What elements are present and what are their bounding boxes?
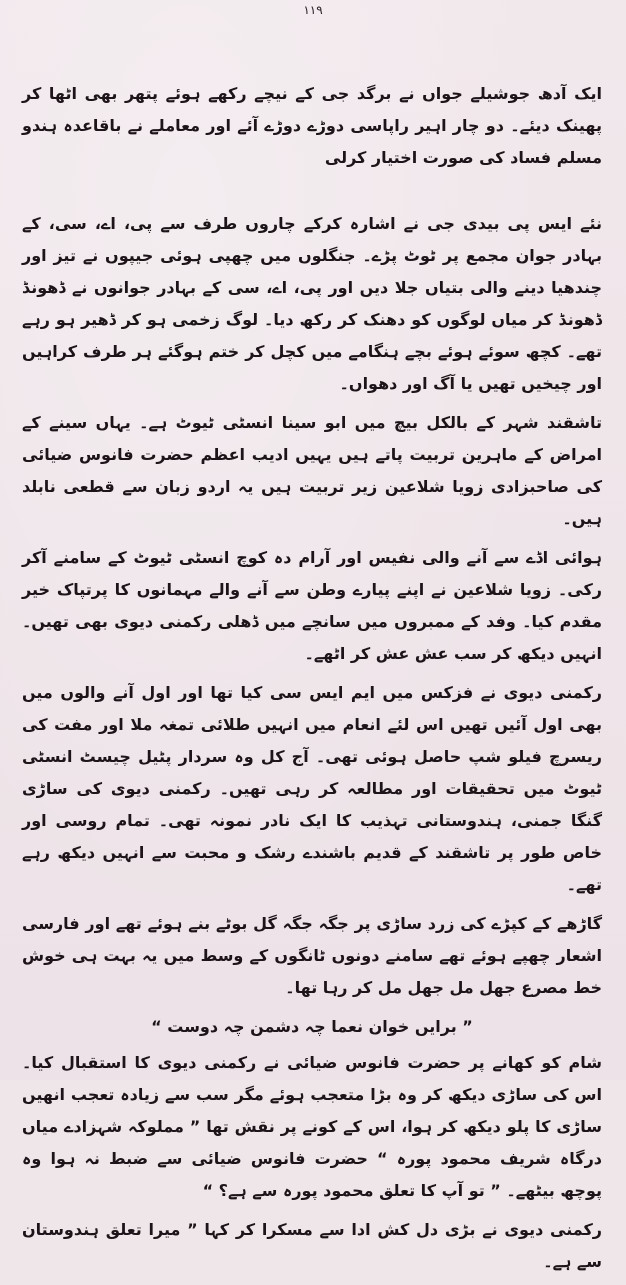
paragraph-6: گاڑھے کے کپڑے کی زرد ساڑی پر جگہ جگہ گل بوٹے بنے ہوئے تھے اور فارسی اشعار چھپے ہوئے تھے سامنے دونوں ٹانگوں کے وسط میں یہ بہت ہی خوش خط مصرع جھل مل جھل مل کر رہا تھا۔ [22, 914, 602, 997]
paragraph-8: رکمنی دیوی نے بڑی دل کش ادا سے مسکرا کر کہا ” میرا تعلق ہندوستان سے ہے۔ [22, 1220, 602, 1271]
paragraph-1: ایک آدھ جوشیلے جواں نے برگد جی کے نیچے رکھے ہوئے پتھر بھی اٹھا کر پھینک دیئے۔ دو چار اہیر راپاسی دوڑے دوڑے آئے اور معاملے نے باقاعدہ ہندو مسلم فساد کی صورت اختیار کرلی [22, 84, 602, 167]
page-body [22, 78, 602, 1285]
paragraph-3: تاشقند شہر کے بالکل بیچ میں ابو سینا انسٹی ٹیوٹ ہے۔ یہاں سینے کے امراض کے ماہرین تربیت پاتے ہیں یہیں ادیب اعظم حضرت فانوس ضیائی کی صاحبزادی زویا شلاعین زیر تربیت ہیں یہ اردو زبان سے قطعی نابلد ہیں۔ [22, 413, 602, 528]
page-number: ۱۱۹ [303, 3, 323, 17]
paragraph-4: ہوائی اڈے سے آنے والی نفیس اور آرام دہ کوچ انسٹی ٹیوٹ کے سامنے آکر رکی۔ زویا شلاعین نے اپنے پیارے وطن سے آنے والے مہمانوں کا پرتپاک خیر مقدم کیا۔ وفد کے ممبروں میں سانچے میں ڈھلی رکمنی دیوی بھی تھیں۔ انہیں دیکھ کر سب عش عش کر اٹھے۔ [22, 548, 602, 663]
paragraph-7: شام کو کھانے پر حضرت فانوس ضیائی نے رکمنی دیوی کا استقبال کیا۔ اس کی ساڑی دیکھ کر وہ بڑا متعجب ہوئے مگر سب سے زیادہ تعجب انھیں ساڑی کا پلو دیکھ کر ہوا، اس کے کونے پر نقش تھا ” مملوکہ شہزادے میاں درگاہ شریف محمود پورہ “ حضرت فانوس ضیائی سے ضبط نہ ہوا وہ پوچھ بیٹھے۔ ” تو آپ کا تعلق محمود پورہ سے ہے؟ “ [22, 1053, 602, 1200]
persian-verse: ” برایں خوان نعما چہ دشمن چہ دوست “ [151, 1017, 473, 1036]
paragraph-5: رکمنی دیوی نے فزکس میں ایم ایس سی کیا تھا اور اول آنے والوں میں بھی اول آئیں تھیں اس لئے انعام میں انہیں طلائی تمغہ ملا اور مفت کی ریسرچ فیلو شپ حاصل ہوئی تھی۔ آج کل وہ سردار پٹیل چیسٹ انسٹی ٹیوٹ میں تحقیقات اور مطالعہ کر رہی تھیں۔ رکمنی دیوی کی ساڑی گنگا جمنی، ہندوستانی تہذیب کا ایک نادر نمونہ تھی۔ تمام روسی اور خاص طور پر تاشقند کے قدیم باشندے رشک و محبت سے انہیں دیکھ رہے تھے۔ [22, 683, 602, 894]
paragraph-2: نئے ایس پی بیدی جی نے اشارہ کرکے چاروں طرف سے پی، اے، سی، کے بہادر جوان مجمع پر ٹوٹ پڑے۔ جنگلوں میں چھپی ہوئی جیپوں نے تیز اور چندھیا دینے والی بتیاں جلا دیں اور پی، اے، سی کے بہادر جوانوں نے ڈھونڈ ڈھونڈ کر میاں لوگوں کو دھنک کر رکھ دیا۔ لوگ زخمی ہو کر ڈھیر ہو رہے تھے۔ کچھ سوئے ہوئے بچے ہنگامے میں کچل کر ختم ہوگئے ہر طرف کراہیں اور چیخیں تھیں یا آگ اور دھواں۔ [22, 214, 602, 393]
